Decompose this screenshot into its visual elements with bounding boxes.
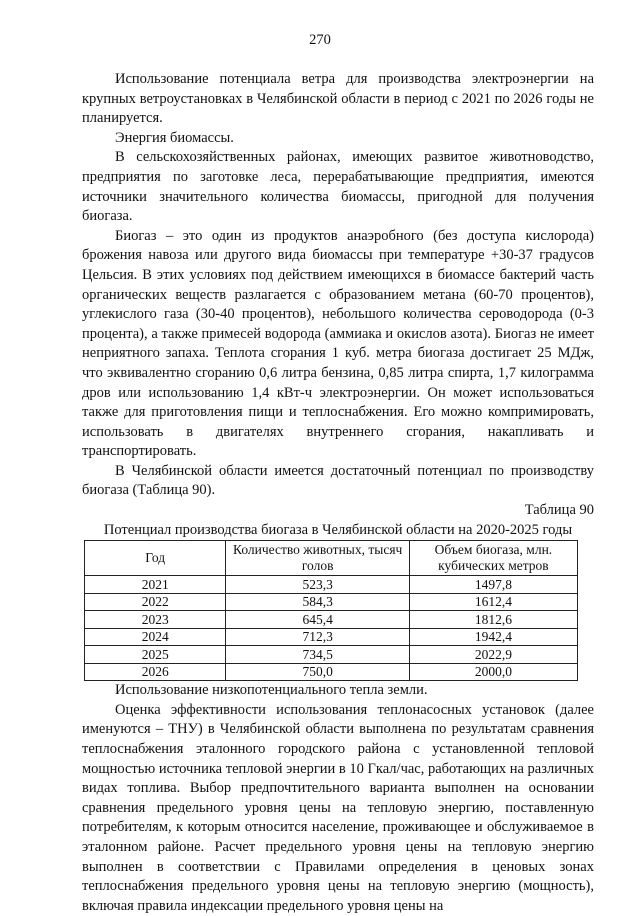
paragraph-geothermal-heading: Использование низкопотенциального тепла земли. [115, 682, 428, 699]
page-number: 270 [309, 32, 331, 48]
cell-year: 2021 [85, 576, 226, 594]
table-row [85, 663, 578, 681]
cell-year: 2026 [85, 663, 226, 681]
cell-year: 2023 [85, 611, 226, 629]
table-row [85, 646, 578, 664]
paragraph-heat-pump-evaluation: Оценка эффективности использования теплонасосных установок (далее именуются – ТНУ) в Челябинской области выполнена по результатам сравнения теплоснабжения эталонного городского района с установленной тепловой мощностью источника тепловой энергии в 10 Гкал/час, работающих на различных видах топлива. Выбор предпочтительного варианта выполнен на основании сравнения предельного уровня цены на тепловую энергию, поставленную потребителям, к которым относится население, проживающее и обслуживаемое в эталонном районе. Расчет предельного уровня цены на тепловую энергию выполнен в соответствии с Правилами определения в ценовых зонах теплоснабжения предельного уровня цены на тепловую энергию (мощность), включая правила индексации предельного уровня цены на [82, 701, 594, 914]
cell-year: 2025 [85, 646, 226, 664]
cell-biogas: 1497,8 [409, 576, 577, 594]
document-body [82, 70, 594, 916]
cell-animals: 584,3 [226, 593, 409, 611]
cell-biogas: 1942,4 [409, 628, 577, 646]
table-row [85, 576, 578, 594]
table-row [85, 611, 578, 629]
cell-animals: 750,0 [226, 663, 409, 681]
header-biogas: Объем биогаза, млн. кубических метров [409, 541, 577, 576]
paragraph-biomass-sources: В сельскохозяйственных районах, имеющих развитое животноводство, предприятия по заготовке леса, перерабатывающие предприятия, имеются источники значительного количества биомассы, пригодной для получения биогаза. [82, 149, 594, 225]
table-header-row [85, 541, 578, 576]
cell-biogas: 1612,4 [409, 593, 577, 611]
table-row [85, 628, 578, 646]
paragraph-biomass-heading: Энергия биомассы. [115, 129, 234, 146]
table-label: Таблица 90 [524, 502, 594, 519]
paragraph-biogas-potential: В Челябинской области имеется достаточный потенциал по производству биогаза (Таблица 90). [82, 462, 594, 499]
paragraph-wind: Использование потенциала ветра для производства электроэнергии на крупных ветроустановках в Челябинской области в период с 2021 по 2026 годы не планируется. [82, 71, 594, 127]
cell-animals: 734,5 [226, 646, 409, 664]
paragraph-biogas-description: Биогаз – это один из продуктов анаэробного (без доступа кислорода) брожения навоза или другого вида биомассы при температуре +30-37 градусов Цельсия. В этих условиях под действием имеющихся в биомассе бактерий часть органических веществ разлагается с образованием метана (60-70 процентов), углекислого газа (30-40 процентов), небольшого количества сероводорода (0-3 процента), а также примесей водорода (аммиака и окислов азота). Биогаз не имеет неприятного запаха. Теплота сгорания 1 куб. метра биогаза достигает 25 МДж, что эквивалентно сгоранию 0,6 литра бензина, 0,85 литра спирта, 1,7 килограмма дров или использованию 1,4 кВт-ч электроэнергии. Он может использоваться также для приготовления пищи и теплоснабжения. Его можно компримировать, использовать в двигателях внутреннего сгорания, накапливать и транспортировать. [82, 227, 594, 460]
cell-biogas: 2000,0 [409, 663, 577, 681]
cell-animals: 712,3 [226, 628, 409, 646]
cell-animals: 523,3 [226, 576, 409, 594]
table-caption: Потенциал производства биогаза в Челябинской области на 2020-2025 годы [103, 521, 573, 538]
cell-biogas: 1812,6 [409, 611, 577, 629]
table-row [85, 593, 578, 611]
header-year: Год [85, 541, 226, 576]
biogas-table [84, 540, 578, 681]
cell-year: 2022 [85, 593, 226, 611]
header-animals: Количество животных, тысяч голов [226, 541, 409, 576]
cell-animals: 645,4 [226, 611, 409, 629]
cell-biogas: 2022,9 [409, 646, 577, 664]
cell-year: 2024 [85, 628, 226, 646]
